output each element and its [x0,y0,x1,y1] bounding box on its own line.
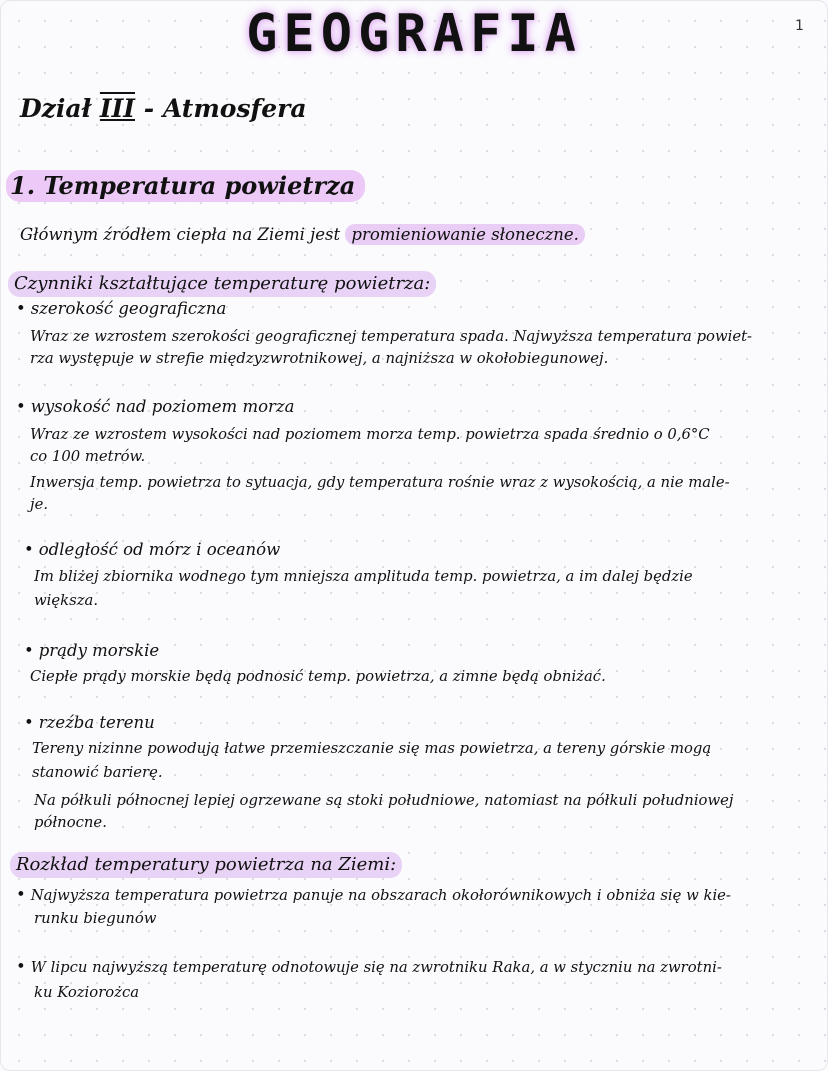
factor-text-line: Inwersja temp. powietrza to sytuacja, gdy temperatura rośnie wraz z wysokością, a nie male- [30,474,730,491]
section-name: - Atmosfera [143,94,307,123]
factor-text-line: Wraz ze wzrostem szerokości geograficznej temperatura spada. Najwyższa temperatura powiet- [30,328,753,345]
intro-sentence [20,222,585,248]
factor-text-line: Tereny nizinne powodują łatwe przemieszczanie się mas powietrza, a tereny górskie mogą [32,740,712,757]
factor-text-line: Wraz ze wzrostem wysokości nad poziomem morza temp. powietrza spada średnio o 0,6°C [30,426,710,443]
factor-text-line: rza występuje w strefie międzyzwrotnikowej, a najniższa w okołobiegunowej. [30,350,609,367]
distribution-text-line: runku biegunów [34,910,157,927]
intro-text: Głównym źródłem ciepła na Ziemi jest [20,225,341,244]
factor-text-line: co 100 metrów. [30,448,146,465]
distribution-text-line: Najwyższa temperatura powietrza panuje na obszarach okołorównikowych i obniża się w kie- [30,887,731,904]
factor-text-line: stanowić barierę. [32,764,163,781]
distribution-text-line: ku Koziorożca [34,984,140,1001]
section-heading [20,94,307,123]
chapter-heading: 1. Temperatura powietrza [6,170,365,202]
factor-text-line: Im bliżej zbiornika wodnego tym mniejsza amplituda temp. powietrza, a im dalej będzie [34,568,693,585]
factor-title: • prądy morskie [24,640,159,662]
page-number: 1 [795,18,804,34]
factor-title: • szerokość geograficzna [16,298,226,320]
factor-text-line: północne. [34,814,107,831]
distribution-bullet [16,884,731,907]
section-roman-numeral: III [99,94,136,123]
intro-highlight: promieniowanie słoneczne. [345,224,585,245]
section-prefix: Dział [20,94,92,123]
factor-text-line: je. [30,496,49,513]
factor-title: • odległość od mórz i oceanów [24,539,280,561]
factor-title: • rzeźba terenu [24,712,155,734]
factor-text-line: Na półkuli północnej lepiej ogrzewane są stoki południowe, natomiast na półkuli południowej [34,792,734,809]
factor-title: • wysokość nad poziomem morza [16,396,294,418]
factor-text-line: Ciepłe prądy morskie będą podnosić temp. powietrza, a zimne będą obniżać. [30,668,606,685]
distribution-heading: Rozkład temperatury powietrza na Ziemi: [10,852,402,878]
factors-heading: Czynniki kształtujące temperaturę powietrza: [8,271,436,297]
page-title: GEOGRAFIA [246,4,582,64]
factor-text-line: większa. [34,592,99,609]
distribution-bullet [16,956,722,979]
distribution-text-line: W lipcu najwyższą temperaturę odnotowuje się na zwrotniku Raka, a w styczniu na zwrotni- [30,959,722,976]
